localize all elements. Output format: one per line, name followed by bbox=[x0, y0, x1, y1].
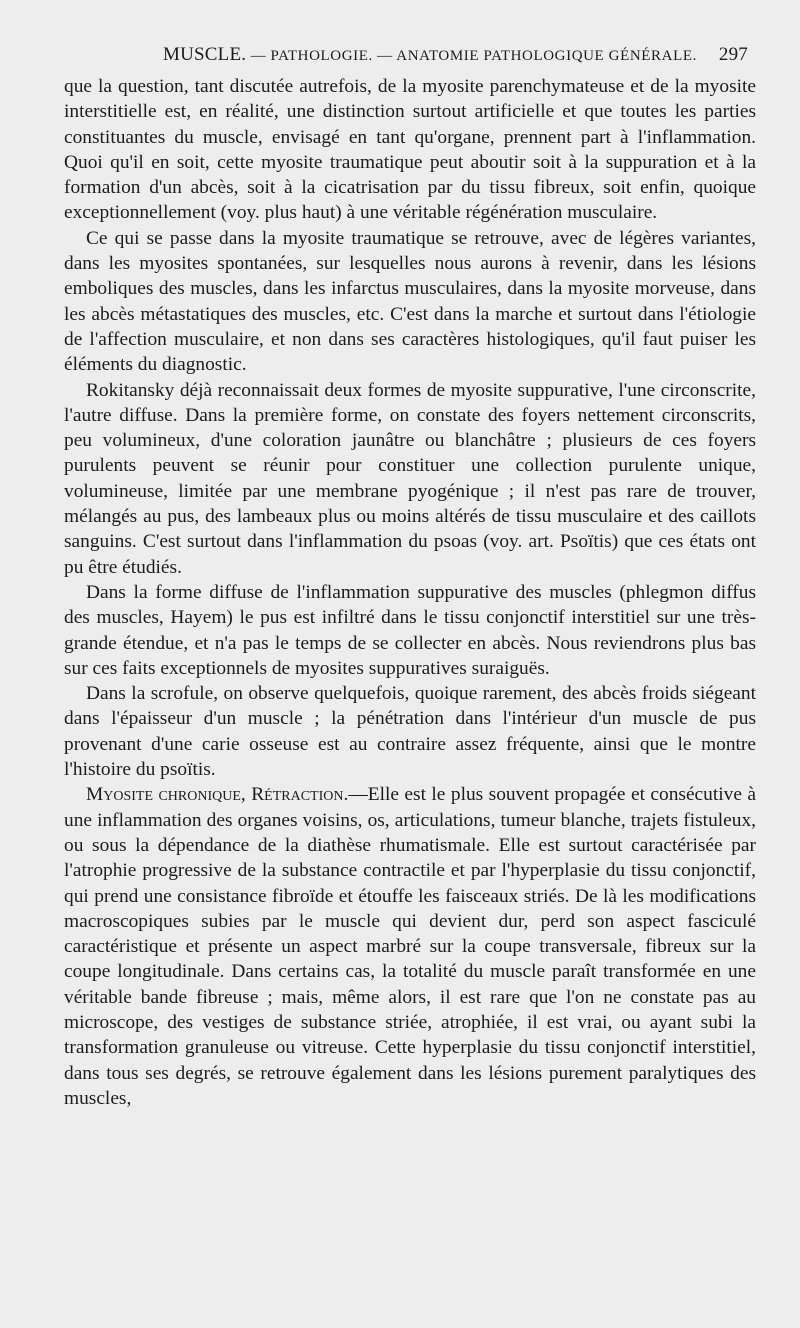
running-head bbox=[123, 44, 697, 66]
running-head-rest: — PATHOLOGIE. — ANATOMIE PATHOLOGIQUE GÉNÉRALE. bbox=[246, 48, 697, 64]
paragraph-3: Rokitansky déjà reconnaissait deux formes de myosite suppurative, l'une circonscrite, l'autre diffuse. Dans la première forme, on constate des foyers nettement circonscrits, peu volumineux, d'une coloration jaunâtre ou blanchâtre ; plusieurs de ces foyers purulents peuvent se réunir pour constituer une collection purulente unique, volumineuse, limitée par une membrane pyogénique ; il n'est pas rare de trouver, mélangés au pus, des lambeaux plus ou moins altérés de tissu musculaire et des caillots sanguins. C'est surtout dans l'inflammation du psoas (voy. art. Psoïtis) que ces états ont pu être étudiés. bbox=[64, 379, 756, 578]
running-head-main: MUSCLE. bbox=[163, 44, 247, 65]
section-lead: Myosite chronique, Rétraction. bbox=[86, 784, 349, 806]
paragraph-4: Dans la forme diffuse de l'inflammation suppurative des muscles (phlegmon diffus des muscles, Hayem) le pus est infiltré dans le tissu conjonctif interstitiel sur une très-grande étendue, et n'a pas le temps de se collecter en abcès. Nous reviendrons plus bas sur ces faits exceptionnels de myosites suppuratives suraiguës. bbox=[64, 581, 756, 679]
paragraph-5: Dans la scrofule, on observe quelquefois, quoique rarement, des abcès froids siégeant dans l'épaisseur d'un muscle ; la pénétration dans l'intérieur d'un muscle de pus provenant d'une carie osseuse est au contraire assez fréquente, ainsi que le montre l'histoire du psoïtis. bbox=[64, 683, 756, 781]
paragraph-1: que la question, tant discutée autrefois, de la myosite parenchymateuse et de la myosite interstitielle est, en réalité, une distinction surtout artificielle et que toutes les parties constituantes du muscle, envisagé en tant qu'organe, prennent part à l'inflammation. Quoi qu'il en soit, cette myosite traumatique peut aboutir soit à la suppuration et à la formation d'un abcès, soit à la cicatrisation par du tissu fibreux, soit enfin, quoique exceptionnellement (voy. plus haut) à une véritable régénération musculaire. bbox=[64, 76, 756, 224]
page-number: 297 bbox=[718, 44, 748, 65]
paragraph-6 bbox=[64, 782, 756, 1111]
paragraph-6-text: —Elle est le plus souvent propagée et consécutive à une inflammation des organes voisins, os, articulations, tumeur blanche, trajets fistuleux, ou sous la dépendance de la diathèse rhumatismale. Elle est surtout caractérisée par l'atrophie progressive de la substance contractile et par l'hyperplasie du tissu conjonctif, qui prend une consistance fibroïde et étouffe les faisceaux striés. De là les modifications macroscopiques subies par le muscle qui devient dur, perd son aspect fasciculé caractéristique et présente un aspect marbré sur la coupe transversale, fibreux sur la coupe longitudinale. Dans certains cas, la totalité du muscle paraît transformée en une véritable bande fibreuse ; mais, même alors, il est rare que l'on ne constate pas au microscope, des vestiges de substance striée, atrophiée, il est vrai, ou ayant subi la transformation granuleuse ou vitreuse. Cette hyperplasie du tissu conjonctif interstitiel, dans tous ses degrés, se retrouve également dans les lésions purement paralytiques des muscles, bbox=[64, 784, 757, 1109]
paragraph-2: Ce qui se passe dans la myosite traumatique se retrouve, avec de légères variantes, dans les myosites spontanées, sur lesquelles nous aurons à revenir, dans les lésions emboliques des muscles, dans les infarctus musculaires, dans la myosite morveuse, dans les abcès métastatiques des muscles, etc. C'est dans la marche et surtout dans l'étiologie de l'affection musculaire, et non dans ses caractères histologiques, qu'il faut puiser les éléments du diagnostic. bbox=[64, 227, 756, 376]
running-header bbox=[64, 44, 756, 74]
body-text bbox=[64, 74, 756, 1111]
